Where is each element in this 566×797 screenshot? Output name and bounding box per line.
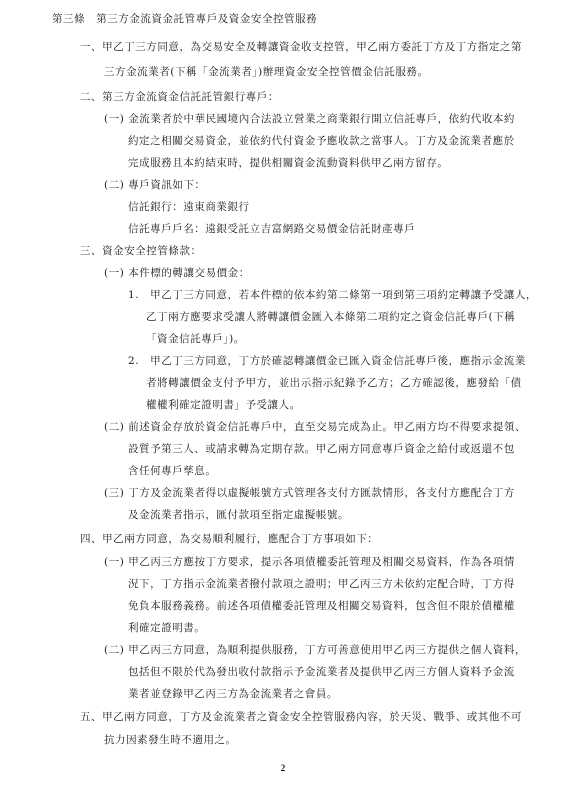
clause-4-2-line-1: (二) 甲乙丙三方同意，為順利提供服務，丁方可善意使用甲乙丙三方提供之個人資料， bbox=[104, 644, 527, 656]
clause-4-1-line-1: (一) 甲乙丙三方應按丁方要求，提示各項債權委託管理及相關交易資料，作為各項情 bbox=[104, 556, 515, 568]
clause-4-1-line-2: 況下，丁方指示金流業者撥付款項之證明；甲乙丙三方未依約定配合時，丁方得 bbox=[128, 578, 515, 590]
clause-5-line-1: 五、甲乙兩方同意，丁方及金流業者之資金安全控管服務內容，於天災、戰爭、或其他不可 bbox=[80, 711, 522, 723]
clause-3-1-item-1-line-2: 乙丁兩方應要求受讓人將轉讓價金匯入本條第二項約定之資金信託專戶(下稱 bbox=[146, 311, 516, 323]
clause-3-1-heading: (一) 本件標的轉讓交易價金： bbox=[104, 267, 250, 279]
clause-4-1-line-3: 免負本服務義務。前述各項債權委託管理及相關交易資料，包含但不限於債權權 bbox=[128, 600, 515, 612]
clause-2-1-line-2: 約定之相關交易資金，並依約代付資金予應收款之當事人。丁方及金流業者應於 bbox=[128, 135, 515, 147]
clause-4-2-line-2: 包括但不限於代為發出收付款指示予金流業者及提供甲乙丙三方個人資料予金流 bbox=[128, 666, 515, 678]
clause-2-2-heading: (二) 專戶資訊如下： bbox=[104, 179, 206, 191]
clause-5-line-2: 抗力因素發生時不適用之。 bbox=[104, 734, 237, 746]
clause-4-heading: 四、甲乙兩方同意，為交易順利履行，應配合丁方事項如下： bbox=[80, 533, 379, 545]
trust-bank-line: 信託銀行：遠東商業銀行 bbox=[128, 201, 250, 213]
clause-1-line-2: 三方金流業者(下稱「金流業者」)辦理資金安全控管價金信託服務。 bbox=[104, 66, 429, 78]
clause-3-2-line-1: (二) 前述資金存放於資金信託專戶中，直至交易完成為止。甲乙兩方均不得要求提領、 bbox=[104, 421, 527, 433]
clause-1-line-1: 一、甲乙丁三方同意，為交易安全及轉讓資金收支控管，甲乙兩方委託丁方及丁方指定之第 bbox=[80, 41, 522, 53]
article-heading: 第三條 第三方金流資金託管專戶及資金安全控管服務 bbox=[52, 13, 318, 25]
clause-3-1-item-2-line-1: 2. 甲乙丁三方同意，丁方於確認轉讓價金已匯入資金信託專戶後，應指示金流業 bbox=[128, 355, 526, 367]
clause-3-2-line-2: 設質予第三人、或請求轉為定期存款。甲乙兩方同意專戶資金之給付或返還不包 bbox=[128, 443, 515, 455]
clause-3-3-line-2: 及金流業者指示，匯付款項至指定虛擬帳號。 bbox=[128, 509, 349, 521]
clause-3-1-item-1-line-3: 「資金信託專戶」)。 bbox=[146, 333, 245, 345]
clause-2-1-line-3: 完成服務且本約結束時，提供相關資金流動資料供甲乙兩方留存。 bbox=[128, 157, 449, 169]
clause-4-2-line-3: 業者並登錄甲乙丙三方為金流業者之會員。 bbox=[128, 688, 338, 700]
clause-3-1-item-2-line-2: 者將轉讓價金支付予甲方，並出示指示紀錄予乙方；乙方確認後，應發給「債 bbox=[146, 377, 522, 389]
trust-account-name-line: 信託專戶戶名：遠銀受託立吉富網路交易價金信託財產專戶 bbox=[128, 223, 416, 235]
page-number: 2 bbox=[280, 763, 286, 773]
clause-3-heading: 三、資金安全控管條款： bbox=[80, 245, 202, 257]
clause-3-1-item-1-line-1: 1. 甲乙丁三方同意，若本件標的依本約第二條第一項到第三項約定轉讓予受讓人， bbox=[128, 289, 537, 301]
clause-4-1-line-4: 利確定證明書。 bbox=[128, 622, 206, 634]
clause-2-1-line-1: (一) 金流業者於中華民國境內合法設立營業之商業銀行開立信託專戶，依約代收本約 bbox=[104, 113, 515, 125]
clause-2-heading: 二、第三方金流資金信託託管銀行專戶： bbox=[80, 91, 279, 103]
clause-3-1-item-2-line-3: 權權利確定證明書」予受讓人。 bbox=[146, 399, 301, 411]
clause-3-2-line-3: 含任何專戶孳息。 bbox=[128, 465, 217, 477]
clause-3-3-line-1: (三) 丁方及金流業者得以虛擬帳號方式管理各支付方匯款情形，各支付方應配合丁方 bbox=[104, 487, 515, 499]
